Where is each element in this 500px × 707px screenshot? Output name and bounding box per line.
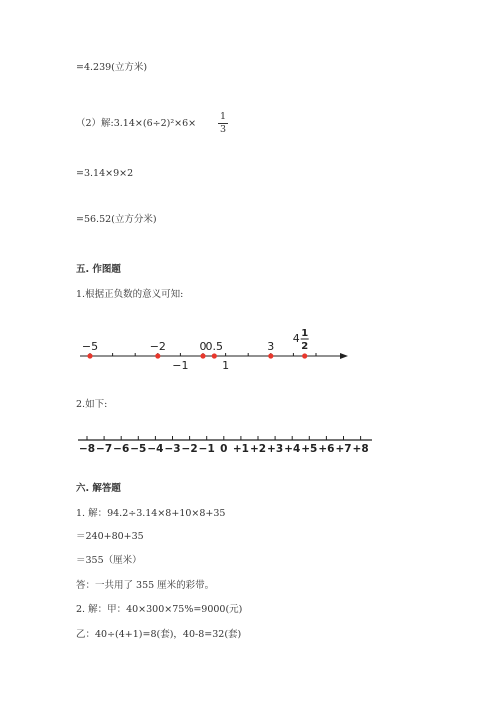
mixed-number-numerator: 1 xyxy=(301,328,309,339)
tick-label: +5 xyxy=(301,443,318,455)
mixed-number-whole: 4 xyxy=(292,332,300,345)
fraction-numerator: 1 xyxy=(219,111,227,122)
tick-label: +7 xyxy=(335,443,352,455)
tick-label: −4 xyxy=(147,443,164,455)
answer-line-5: 2. 解：甲：40×300×75%=9000(元) xyxy=(76,604,243,615)
section-5-title: 五. 作图题 xyxy=(76,264,121,275)
section-5-q2: 2.如下: xyxy=(76,399,108,410)
tick-label: −7 xyxy=(96,443,113,455)
fraction-denominator: 3 xyxy=(219,124,227,135)
tick-label: −6 xyxy=(113,443,130,455)
calc-line-2: （2）解:3.14×(6÷2)²×6× xyxy=(76,118,197,129)
tick-label: −1 xyxy=(198,443,215,455)
tick-label: +2 xyxy=(249,443,267,455)
tick-label: −1 xyxy=(172,359,189,372)
point-label: 3 xyxy=(267,340,275,353)
calc-line-3: =3.14×9×2 xyxy=(76,168,134,179)
section-6-title: 六. 解答题 xyxy=(76,483,121,494)
answer-line-4: 答：一共用了 355 厘米的彩带。 xyxy=(76,580,215,591)
tick-label: −3 xyxy=(164,443,181,455)
tick-label: +3 xyxy=(267,443,284,455)
point-label: −2 xyxy=(149,340,166,353)
tick-label: +1 xyxy=(232,443,249,455)
tick-label: 0 xyxy=(220,443,228,455)
tick-label: +8 xyxy=(352,443,369,455)
point-label: −5 xyxy=(81,340,99,353)
calc-line-4: =56.52(立方分米) xyxy=(76,214,157,225)
point-label: 0 xyxy=(199,340,207,353)
point-label: 0.5 xyxy=(205,340,224,353)
tick-label: −2 xyxy=(181,443,198,455)
mixed-number-denominator: 2 xyxy=(301,341,309,352)
answer-line-6: 乙：40÷(4+1)=8(套)，40-8=32(套) xyxy=(76,629,242,640)
answer-line-3: ＝355（厘米） xyxy=(76,555,142,566)
tick-label: −5 xyxy=(130,443,147,455)
tick-label: −8 xyxy=(78,443,96,455)
tick-label: +4 xyxy=(284,443,301,455)
section-5-q1: 1.根据正负数的意义可知: xyxy=(76,289,184,300)
tick-label: +6 xyxy=(318,443,335,455)
calc-line-1: =4.239(立方米) xyxy=(76,62,148,73)
tick-label: 1 xyxy=(222,359,230,372)
answer-line-1: 1. 解：94.2÷3.14×8+10×8+35 xyxy=(76,508,226,519)
answer-line-2: ＝240+80+35 xyxy=(76,531,144,542)
